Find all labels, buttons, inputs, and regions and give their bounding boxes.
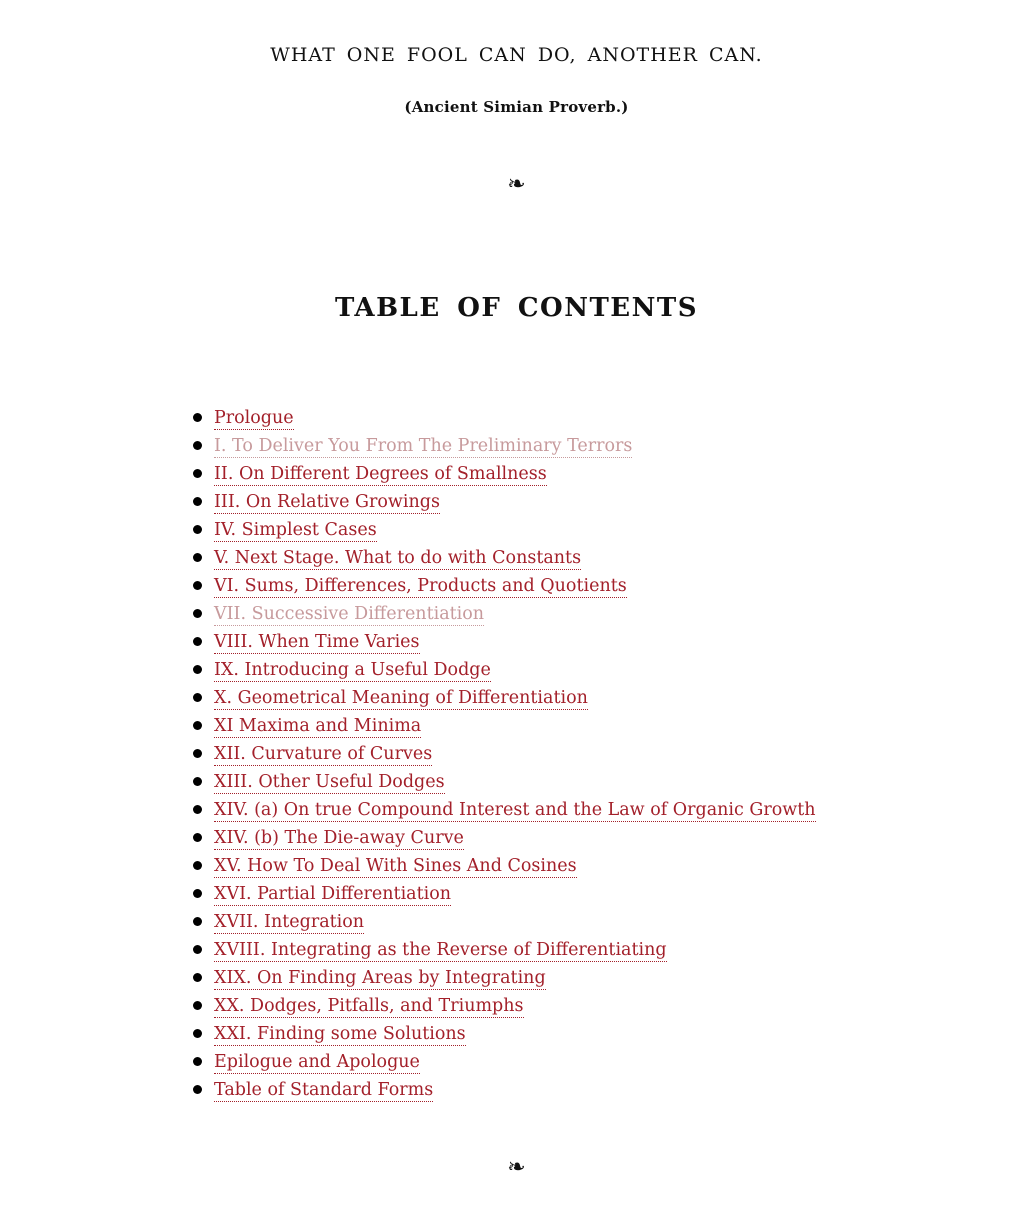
toc-link[interactable]: XII. Curvature of Curves xyxy=(214,744,433,764)
toc-list-item xyxy=(214,572,816,600)
toc-list-item xyxy=(214,880,816,908)
toc-list-item xyxy=(214,404,816,432)
toc-title: TABLE OF CONTENTS xyxy=(334,293,699,323)
toc-list-item xyxy=(214,740,816,768)
toc-list-item xyxy=(214,628,816,656)
toc-link[interactable]: XIV. (a) On true Compound Interest and the Law of Organic Growth xyxy=(214,800,816,820)
toc-link[interactable]: VII. Successive Differentiation xyxy=(214,604,485,624)
toc-list-item xyxy=(214,460,816,488)
toc-list-item xyxy=(214,684,816,712)
toc-list-item xyxy=(214,824,816,852)
fleuron-ornament-icon: ❧ xyxy=(507,172,526,197)
toc-link[interactable]: XVI. Partial Differentiation xyxy=(214,884,452,904)
toc-list-item xyxy=(214,1048,816,1076)
toc-link[interactable]: Prologue xyxy=(214,408,294,428)
toc-link[interactable]: XXI. Finding some Solutions xyxy=(214,1024,466,1044)
toc-list-item xyxy=(214,796,816,824)
epigraph-text: WHAT ONE FOOL CAN DO, ANOTHER CAN. xyxy=(270,44,763,66)
toc-link[interactable]: Epilogue and Apologue xyxy=(214,1052,420,1072)
toc-list-item xyxy=(214,852,816,880)
toc-link[interactable]: XIX. On Finding Areas by Integrating xyxy=(214,968,546,988)
fleuron-ornament-icon: ❧ xyxy=(507,1155,526,1180)
toc-link[interactable]: VIII. When Time Varies xyxy=(214,632,420,652)
toc-list-item xyxy=(214,992,816,1020)
toc-list-item xyxy=(214,516,816,544)
toc-list-item xyxy=(214,544,816,572)
toc-list-item xyxy=(214,1020,816,1048)
toc-list-item xyxy=(214,712,816,740)
toc-list-item xyxy=(214,1076,816,1104)
toc-link[interactable]: XVII. Integration xyxy=(214,912,365,932)
toc-link[interactable]: XVIII. Integrating as the Reverse of Differentiating xyxy=(214,940,667,960)
toc-link[interactable]: IV. Simplest Cases xyxy=(214,520,377,540)
toc-list-item xyxy=(214,600,816,628)
toc-link[interactable]: XIII. Other Useful Dodges xyxy=(214,772,445,792)
toc-link[interactable]: X. Geometrical Meaning of Differentiation xyxy=(214,688,588,708)
toc-list-item xyxy=(214,964,816,992)
toc-list-item xyxy=(214,432,816,460)
toc-link[interactable]: VI. Sums, Differences, Products and Quotients xyxy=(214,576,627,596)
toc-link[interactable]: XV. How To Deal With Sines And Cosines xyxy=(214,856,577,876)
toc-link[interactable]: II. On Different Degrees of Smallness xyxy=(214,464,547,484)
toc-link[interactable]: I. To Deliver You From The Preliminary Terrors xyxy=(214,436,633,456)
toc-link[interactable]: XIV. (b) The Die-away Curve xyxy=(214,828,464,848)
epigraph-attribution: (Ancient Simian Proverb.) xyxy=(404,98,629,116)
toc-list-item xyxy=(214,488,816,516)
toc-list-item xyxy=(214,908,816,936)
toc-link[interactable]: V. Next Stage. What to do with Constants xyxy=(214,548,582,568)
toc-link[interactable]: III. On Relative Growings xyxy=(214,492,440,512)
toc-list-item xyxy=(214,656,816,684)
toc-list-item xyxy=(214,768,816,796)
toc-link[interactable]: Table of Standard Forms xyxy=(214,1080,434,1100)
toc-list xyxy=(214,404,816,1104)
toc-link[interactable]: XI Maxima and Minima xyxy=(214,716,422,736)
toc-list-item xyxy=(214,936,816,964)
toc-link[interactable]: XX. Dodges, Pitfalls, and Triumphs xyxy=(214,996,524,1016)
toc-link[interactable]: IX. Introducing a Useful Dodge xyxy=(214,660,491,680)
